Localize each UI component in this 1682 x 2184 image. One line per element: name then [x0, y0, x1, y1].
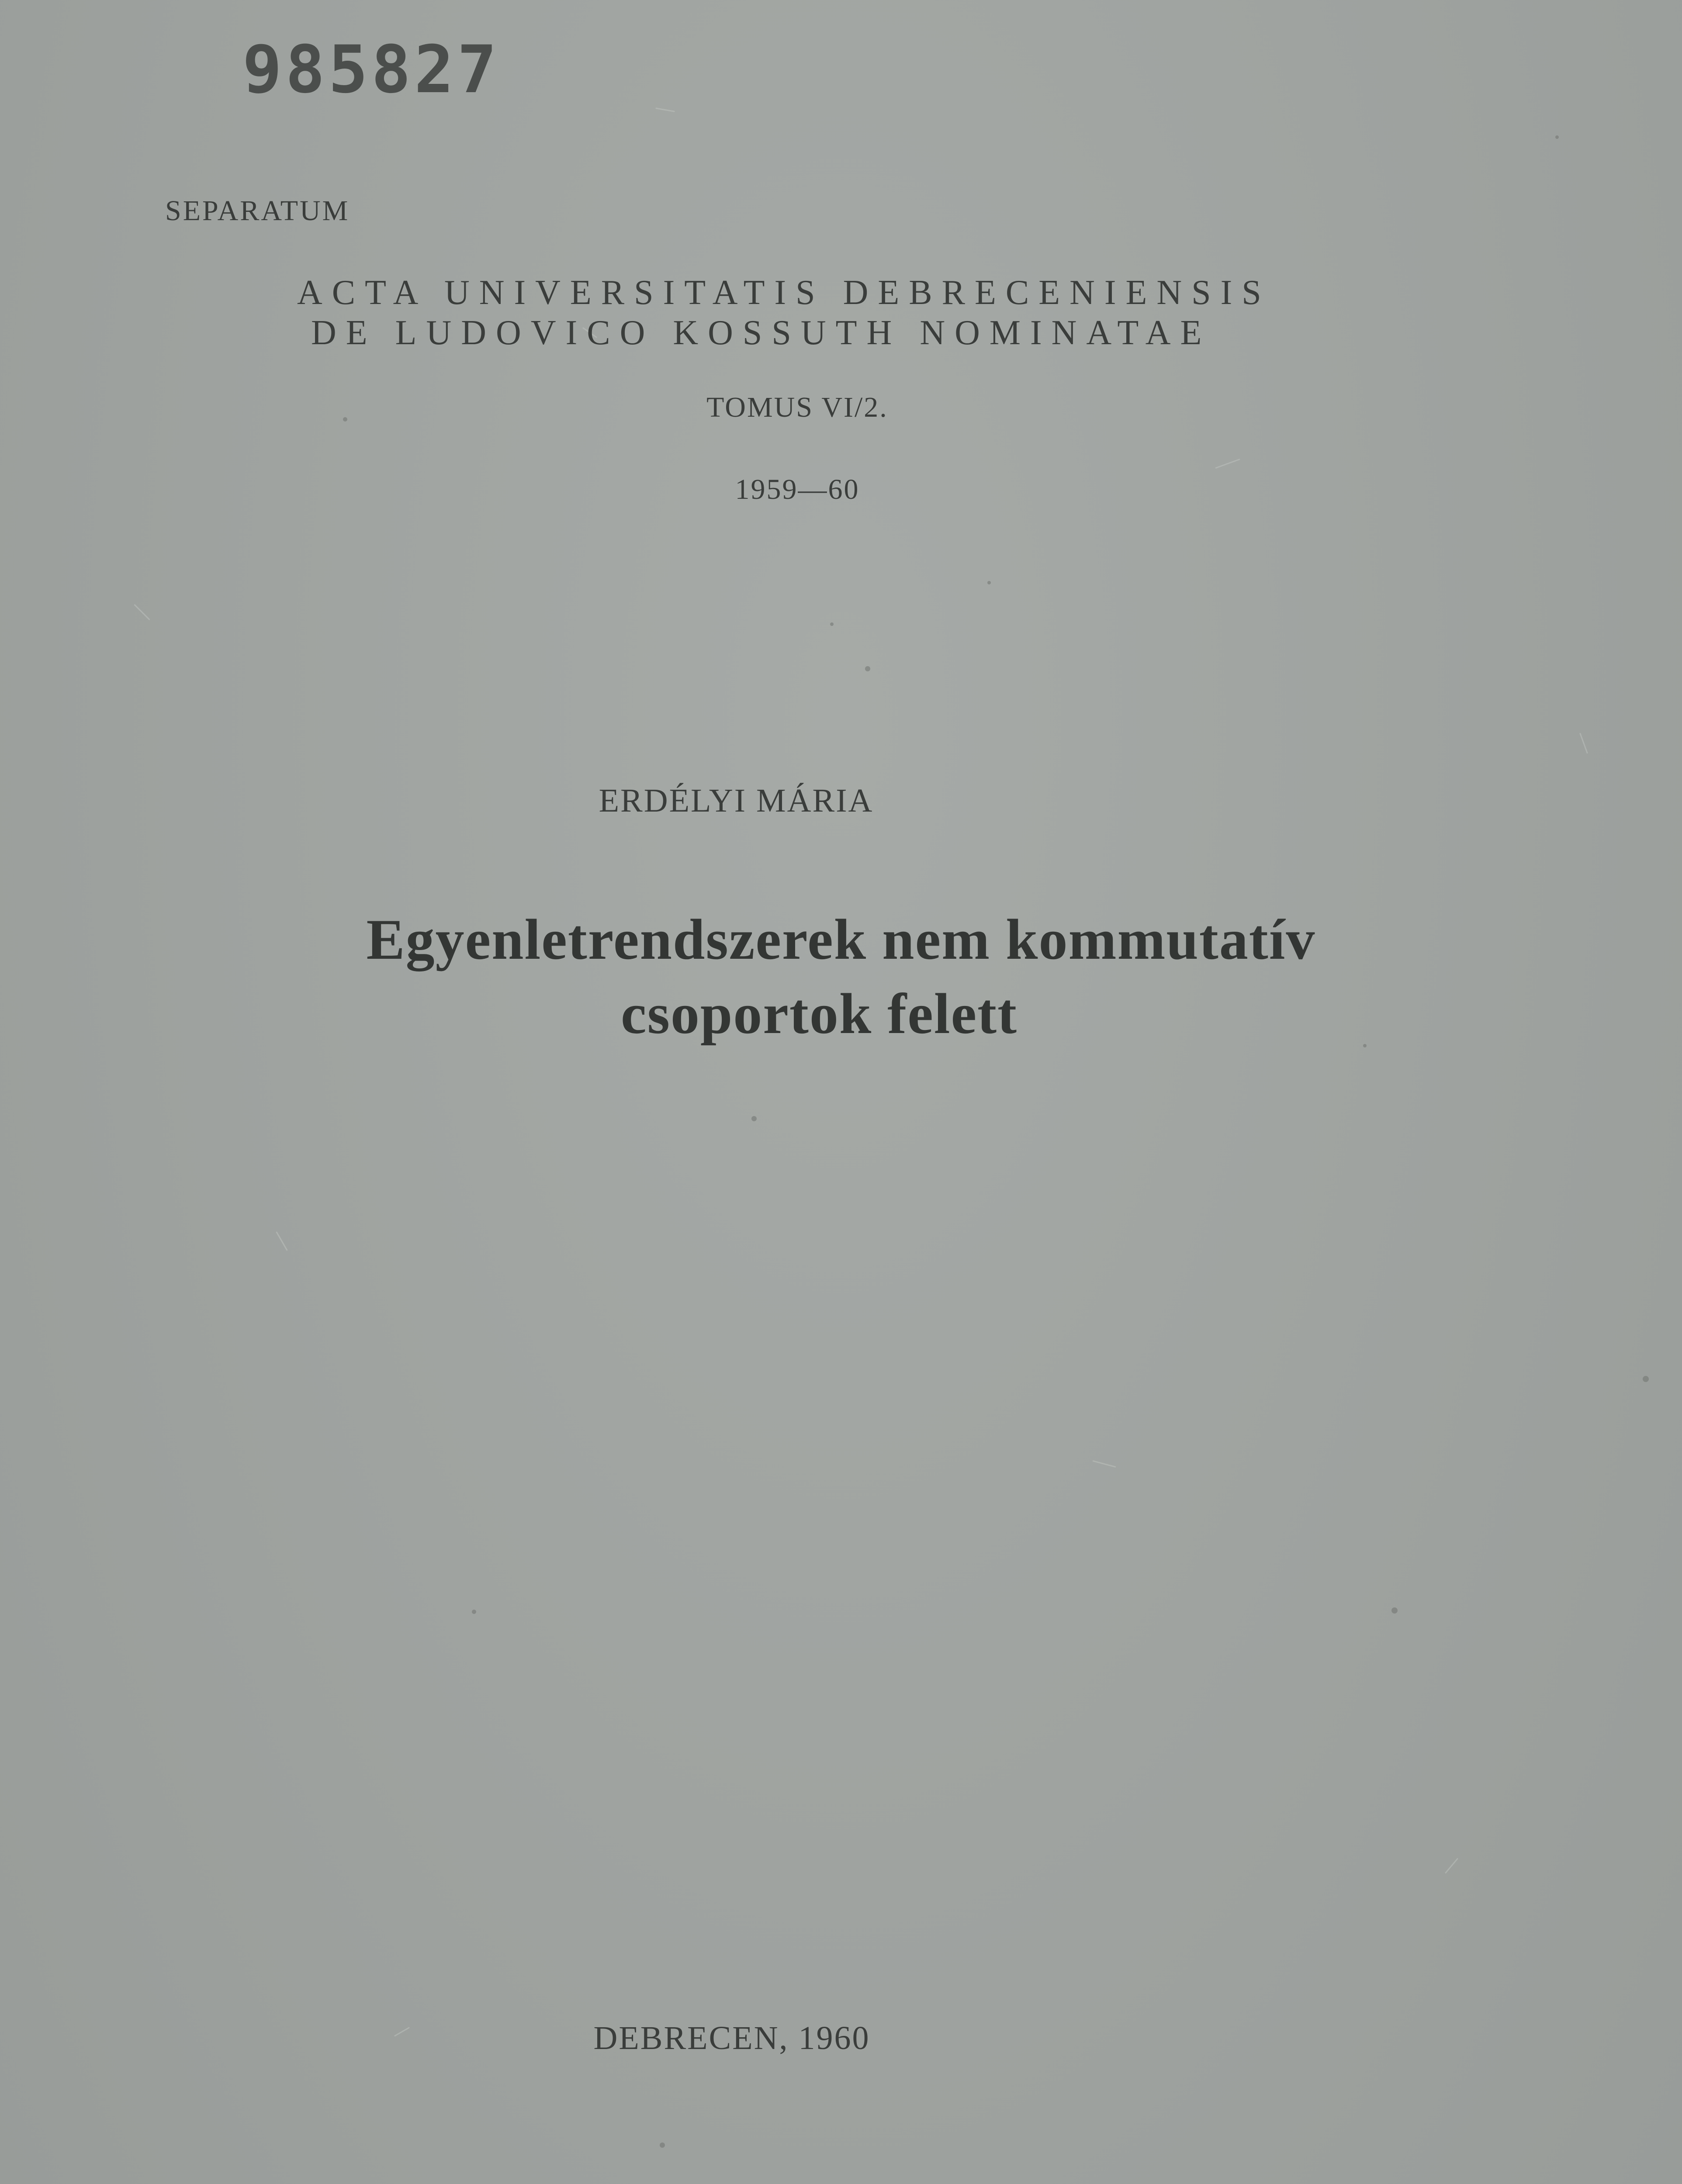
article-title-line-2: csoportok felett — [620, 981, 1018, 1046]
paper-speck — [751, 1116, 757, 1121]
paper-fiber — [134, 604, 150, 620]
paper-fiber — [1093, 1460, 1116, 1468]
paper-speck — [1555, 135, 1559, 139]
separatum-label: SEPARATUM — [165, 195, 350, 227]
volume-label: TOMUS VI/2. — [706, 391, 888, 423]
article-title-line-1: Egyenletrendszerek nem kommutatív — [366, 907, 1316, 971]
journal-title-line-2: DE LUDOVICO KOSSUTH NOMINATAE — [311, 314, 1211, 352]
paper-fiber — [1445, 1858, 1458, 1873]
paper-speck — [987, 581, 991, 584]
paper-speck — [1363, 1044, 1367, 1047]
journal-title-line-1: ACTA UNIVERSITATIS DEBRECENIENSIS — [297, 273, 1271, 312]
paper-speck — [865, 666, 870, 671]
inventory-stamp: 985827 — [242, 32, 500, 108]
paper-fiber — [1215, 459, 1240, 469]
paper-speck — [1643, 1376, 1649, 1382]
paper-fiber — [655, 107, 675, 112]
author-name: ERDÉLYI MÁRIA — [599, 782, 874, 819]
volume-years: 1959—60 — [735, 473, 860, 505]
publication-imprint: DEBRECEN, 1960 — [593, 2020, 870, 2056]
paper-speck — [472, 1610, 476, 1614]
paper-fiber — [1579, 733, 1588, 753]
paper-fiber — [276, 1231, 288, 1251]
paper-speck — [1391, 1607, 1398, 1614]
paper-speck — [660, 2143, 665, 2148]
paper-speck — [830, 622, 834, 626]
